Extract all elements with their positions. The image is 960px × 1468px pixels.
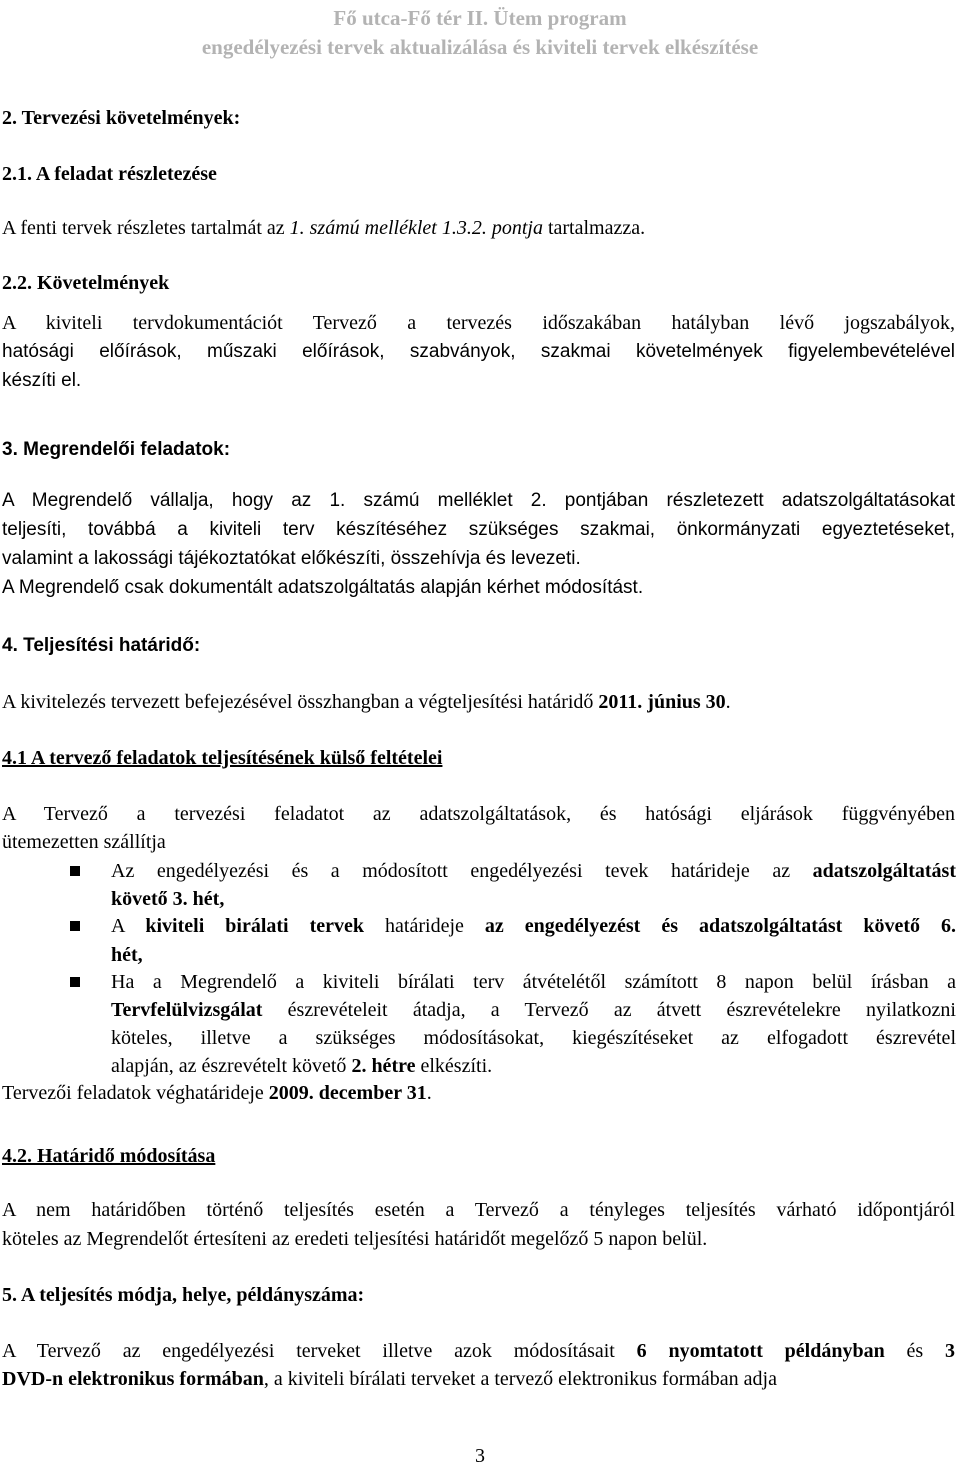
section-2-1-title: 2.1. A feladat részletezése — [2, 163, 217, 185]
section-3-title: 3. Megrendelői feladatok: — [2, 439, 231, 460]
section-2-title: 2. Tervezési követelmények: — [2, 107, 241, 129]
section-3-line: teljesíti, továbbá a kiviteli terv készítéséhez szükséges szakmai, önkormányzati egyeztetéseket, — [2, 519, 955, 540]
bullet-item-1-line: Az engedélyezési és a módosított engedélyezési tevek határideje az adatszolgáltatást — [111, 860, 956, 882]
header-title: Fő utca-Fő tér II. Ütem program — [333, 6, 627, 30]
section-2-2-line: A kiviteli tervdokumentációt Tervező a tervezés időszakában hatályban lévő jogszabályok, — [2, 312, 955, 334]
section-4-1-line: ütemezetten szállítja — [2, 831, 166, 853]
section-2-1-text: A fenti tervek részletes tartalmát az 1. számú melléklet 1.3.2. pontja tartalmazza. — [2, 217, 646, 239]
bullet-item-3-line: Tervfelülvizsgálat észrevételeit átadja, a Tervező az átvett észrevételekre nyilatkozni — [111, 999, 956, 1021]
section-4-2-line: köteles az Megrendelőt értesíteni az eredeti teljesítési határidőt megelőző 5 napon belül. — [2, 1228, 708, 1250]
section-4-1-line: A Tervező a tervezési feladatot az adatszolgáltatások, és hatósági eljárások függvényében — [2, 803, 955, 825]
section-4-2-title: 4.2. Határidő módosítása — [2, 1145, 216, 1167]
section-3-line: A Megrendelő csak dokumentált adatszolgáltatás alapján kérhet módosítást. — [2, 577, 644, 598]
section-4-1-deadline: Tervezői feladatok véghatárideje 2009. december 31. — [2, 1082, 432, 1104]
section-3-line: valamint a lakossági tájékoztatókat előkészíti, összehívja és levezeti. — [2, 548, 581, 569]
bullet-item-1-line: követő 3. hét, — [111, 888, 225, 910]
section-5-title: 5. A teljesítés módja, helye, példányszáma: — [2, 1284, 365, 1306]
bullet-item-3-line: köteles, illetve a szükséges módosításokat, kiegészítéseket az elfogadott észrevétel — [111, 1027, 956, 1049]
bullet-icon — [70, 866, 80, 876]
bullet-item-3-line: alapján, az észrevételt követő 2. hétre elkészíti. — [111, 1055, 493, 1077]
bullet-item-2-line: hét, — [111, 944, 143, 966]
header-subtitle: engedélyezési tervek aktualizálása és kiviteli tervek elkészítése — [201, 35, 759, 59]
section-5-line: A Tervező az engedélyezési terveket illetve azok módosításait 6 nyomtatott példányban és 3 — [2, 1340, 955, 1362]
bullet-icon — [70, 977, 80, 987]
section-3-line: A Megrendelő vállalja, hogy az 1. számú melléklet 2. pontjában részletezett adatszolgáltatásokat — [2, 490, 955, 511]
section-2-2-line: készíti el. — [2, 370, 82, 391]
section-2-2-line: hatósági előírások, műszaki előírások, szabványok, szakmai követelmények figyelembevételével — [2, 341, 955, 362]
bullet-item-2-line: A kiviteli birálati tervek határideje az engedélyezést és adatszolgáltatást követő 6. — [111, 915, 957, 937]
page-number: 3 — [475, 1445, 485, 1467]
section-4-title: 4. Teljesítési határidő: — [2, 635, 201, 656]
section-4-text: A kivitelezés tervezett befejezésével összhangban a végteljesítési határidő 2011. június 30. — [2, 691, 731, 713]
bullet-icon — [70, 921, 80, 931]
section-2-2-title: 2.2. Követelmények — [2, 272, 170, 294]
section-4-2-line: A nem határidőben történő teljesítés esetén a Tervező a tényleges teljesítés várható időpontjáról — [2, 1199, 955, 1221]
section-5-line: DVD-n elektronikus formában, a kiviteli bírálati terveket a tervező elektronikus formában adja — [2, 1368, 777, 1390]
section-4-1-title: 4.1 A tervező feladatok teljesítésének külső feltételei — [2, 747, 443, 769]
bullet-item-3-line: Ha a Megrendelő a kiviteli bírálati terv átvételétől számított 8 napon belül írásban a — [111, 971, 956, 993]
